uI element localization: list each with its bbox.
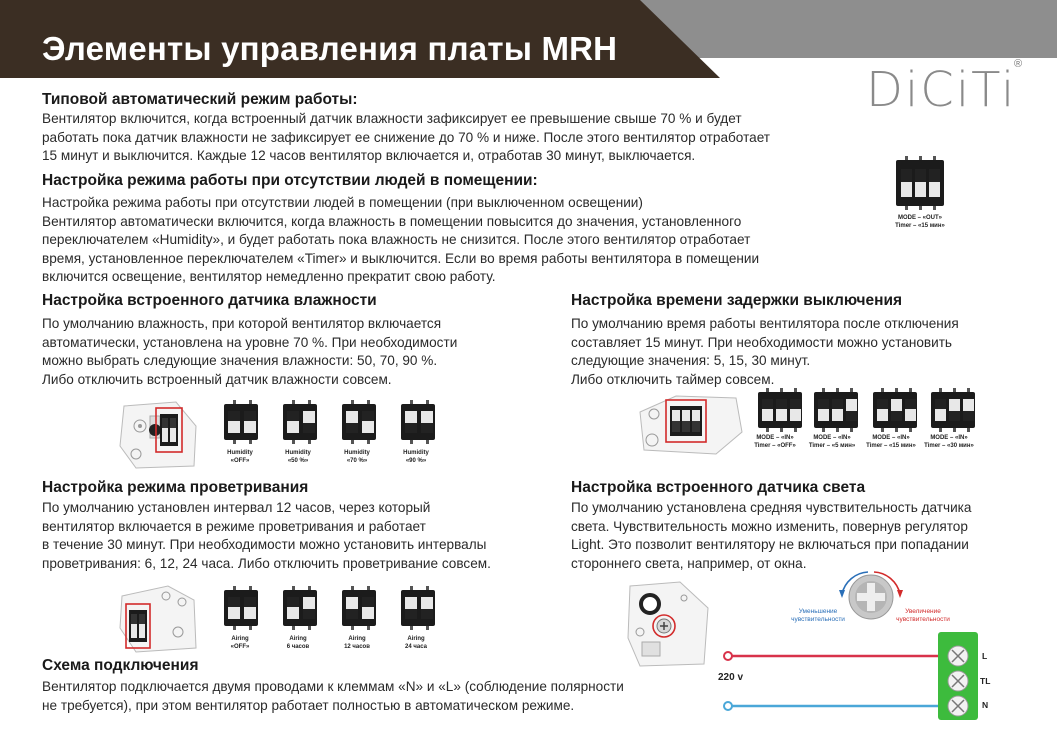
dip-switch-icon	[401, 590, 435, 626]
absence-caption: MODE – «OUT» Timer – «15 мин»	[895, 215, 945, 229]
voltage-label: 220 v	[718, 672, 744, 683]
humidity-caption-off: Humidity «OFF»	[227, 450, 253, 464]
terminal-label-tl: TL	[980, 676, 991, 686]
humidity-caption-90: Humidity «90 %»	[403, 450, 429, 464]
timer-heading: Настройка времени задержки выключения	[571, 292, 903, 309]
dip-switch-icon	[342, 590, 376, 626]
timer-text: По умолчанию время работы вентилятора после отключения составляет 15 минут. При необходимости можно установить следующие значения: 5, 15, 30 минут. Либо отключить таймер совсем.	[571, 316, 959, 387]
airing-caption-6: Airing 6 часов	[286, 636, 310, 650]
dip-switch-icon	[342, 404, 376, 440]
wiring-diagram	[718, 630, 1008, 722]
timer-caption-30: MODE – «IN» Timer – «30 мин»	[924, 435, 974, 449]
dip-switch-icon	[224, 404, 258, 440]
airing-caption-24: Airing 24 часа	[405, 636, 427, 650]
light-text: По умолчанию установлена средняя чувствительность датчика света. Чувствительность можно изменить, повернув регулятор Light. Это позволит вентилятору не включаться при попадании стороннего света, например, от окна.	[571, 500, 972, 571]
dip-switch-icon	[401, 404, 435, 440]
dip-switch-icon	[931, 392, 975, 428]
dip-switch-icon	[758, 392, 802, 428]
terminal-label-n: N	[982, 700, 989, 710]
timer-caption-15: MODE – «IN» Timer – «15 мин»	[866, 435, 916, 449]
airing-text: По умолчанию установлен интервал 12 часов, через который вентилятор включается в режиме проветривания и работает в течение 30 минут. При необходимости можно установить интервалы проветривания: 6, 12, 24 часа. Либо отключить проветривание совсем.	[42, 500, 491, 571]
humidity-caption-50: Humidity «50 %»	[285, 450, 311, 464]
auto-mode-text: Вентилятор включится, когда встроенный датчик влажности зафиксирует ее превышение свыше 70 % и будет работать пока датчик влажности не зафиксирует ее снижение до 70 % и ниже. После этого вентилятор отработает 15 минут и выключится. Каждые 12 часов вентилятор включается и, отработав 30 минут, выключается.	[42, 111, 771, 164]
brand-logo	[866, 58, 1026, 120]
decrease-label: Уменьшение чувствительности	[791, 608, 845, 623]
absence-mode-heading: Настройка режима работы при отсутствии людей в помещении:	[42, 172, 538, 189]
humidity-caption-70: Humidity «70 %»	[344, 450, 370, 464]
terminal-label-l: L	[982, 651, 988, 661]
pcb-board-icon	[116, 582, 200, 656]
dip-switch-icon	[283, 404, 317, 440]
airing-heading: Настройка режима проветривания	[42, 479, 309, 496]
humidity-heading: Настройка встроенного датчика влажности	[42, 292, 377, 309]
dip-switch-icon	[814, 392, 858, 428]
page-title: Элементы управления платы MRH	[42, 30, 618, 67]
timer-caption-5: MODE – «IN» Timer – «5 мин»	[808, 435, 856, 449]
pcb-board-icon	[116, 396, 200, 470]
dip-switch-icon	[283, 590, 317, 626]
auto-mode-heading: Типовой автоматический режим работы:	[42, 91, 358, 108]
wiring-text: Вентилятор подключается двумя проводами к клеммам «N» и «L» (соблюдение полярности не требуется), при этом вентилятор работает полностью в автоматическом режиме.	[42, 679, 624, 713]
logo-text: DiCiTi	[866, 62, 1017, 118]
timer-caption-off: MODE – «IN» Timer – «OFF»	[754, 435, 796, 449]
dip-switch-icon	[224, 590, 258, 626]
dip-switch-icon	[873, 392, 917, 428]
wiring-heading: Схема подключения	[42, 657, 199, 674]
humidity-text: По умолчанию влажность, при которой вентилятор включается автоматически, установлена на уровне 70 %. При необходимости можно выбрать следующие значения влажности: 50, 70, 90 %. Либо отключить встроенный датчик влажности совсем.	[42, 316, 458, 387]
registered-mark: ®	[1014, 58, 1023, 70]
pcb-board-icon	[624, 578, 714, 670]
pcb-board-icon	[636, 392, 746, 458]
light-heading: Настройка встроенного датчика света	[571, 479, 866, 496]
absence-mode-text: Настройка режима работы при отсутствии людей в помещении (при выключенном освещении) Вентилятор автоматически включится, когда влажность в помещении повысится до значения, установленного переключателем «Humidity», и будет работать пока влажность не снизится. После этого вентилятор отработает время, установленное переключателем «Timer» и выключится. Если во время работы вентилятора в помещении включится освещение, вентилятор немедленно прекратит свою работу.	[42, 195, 760, 285]
airing-caption-off: Airing «OFF»	[230, 636, 250, 650]
dip-switch-icon	[896, 160, 944, 206]
increase-label: Увеличение чувствительности	[896, 608, 950, 623]
airing-caption-12: Airing 12 часов	[344, 636, 370, 650]
